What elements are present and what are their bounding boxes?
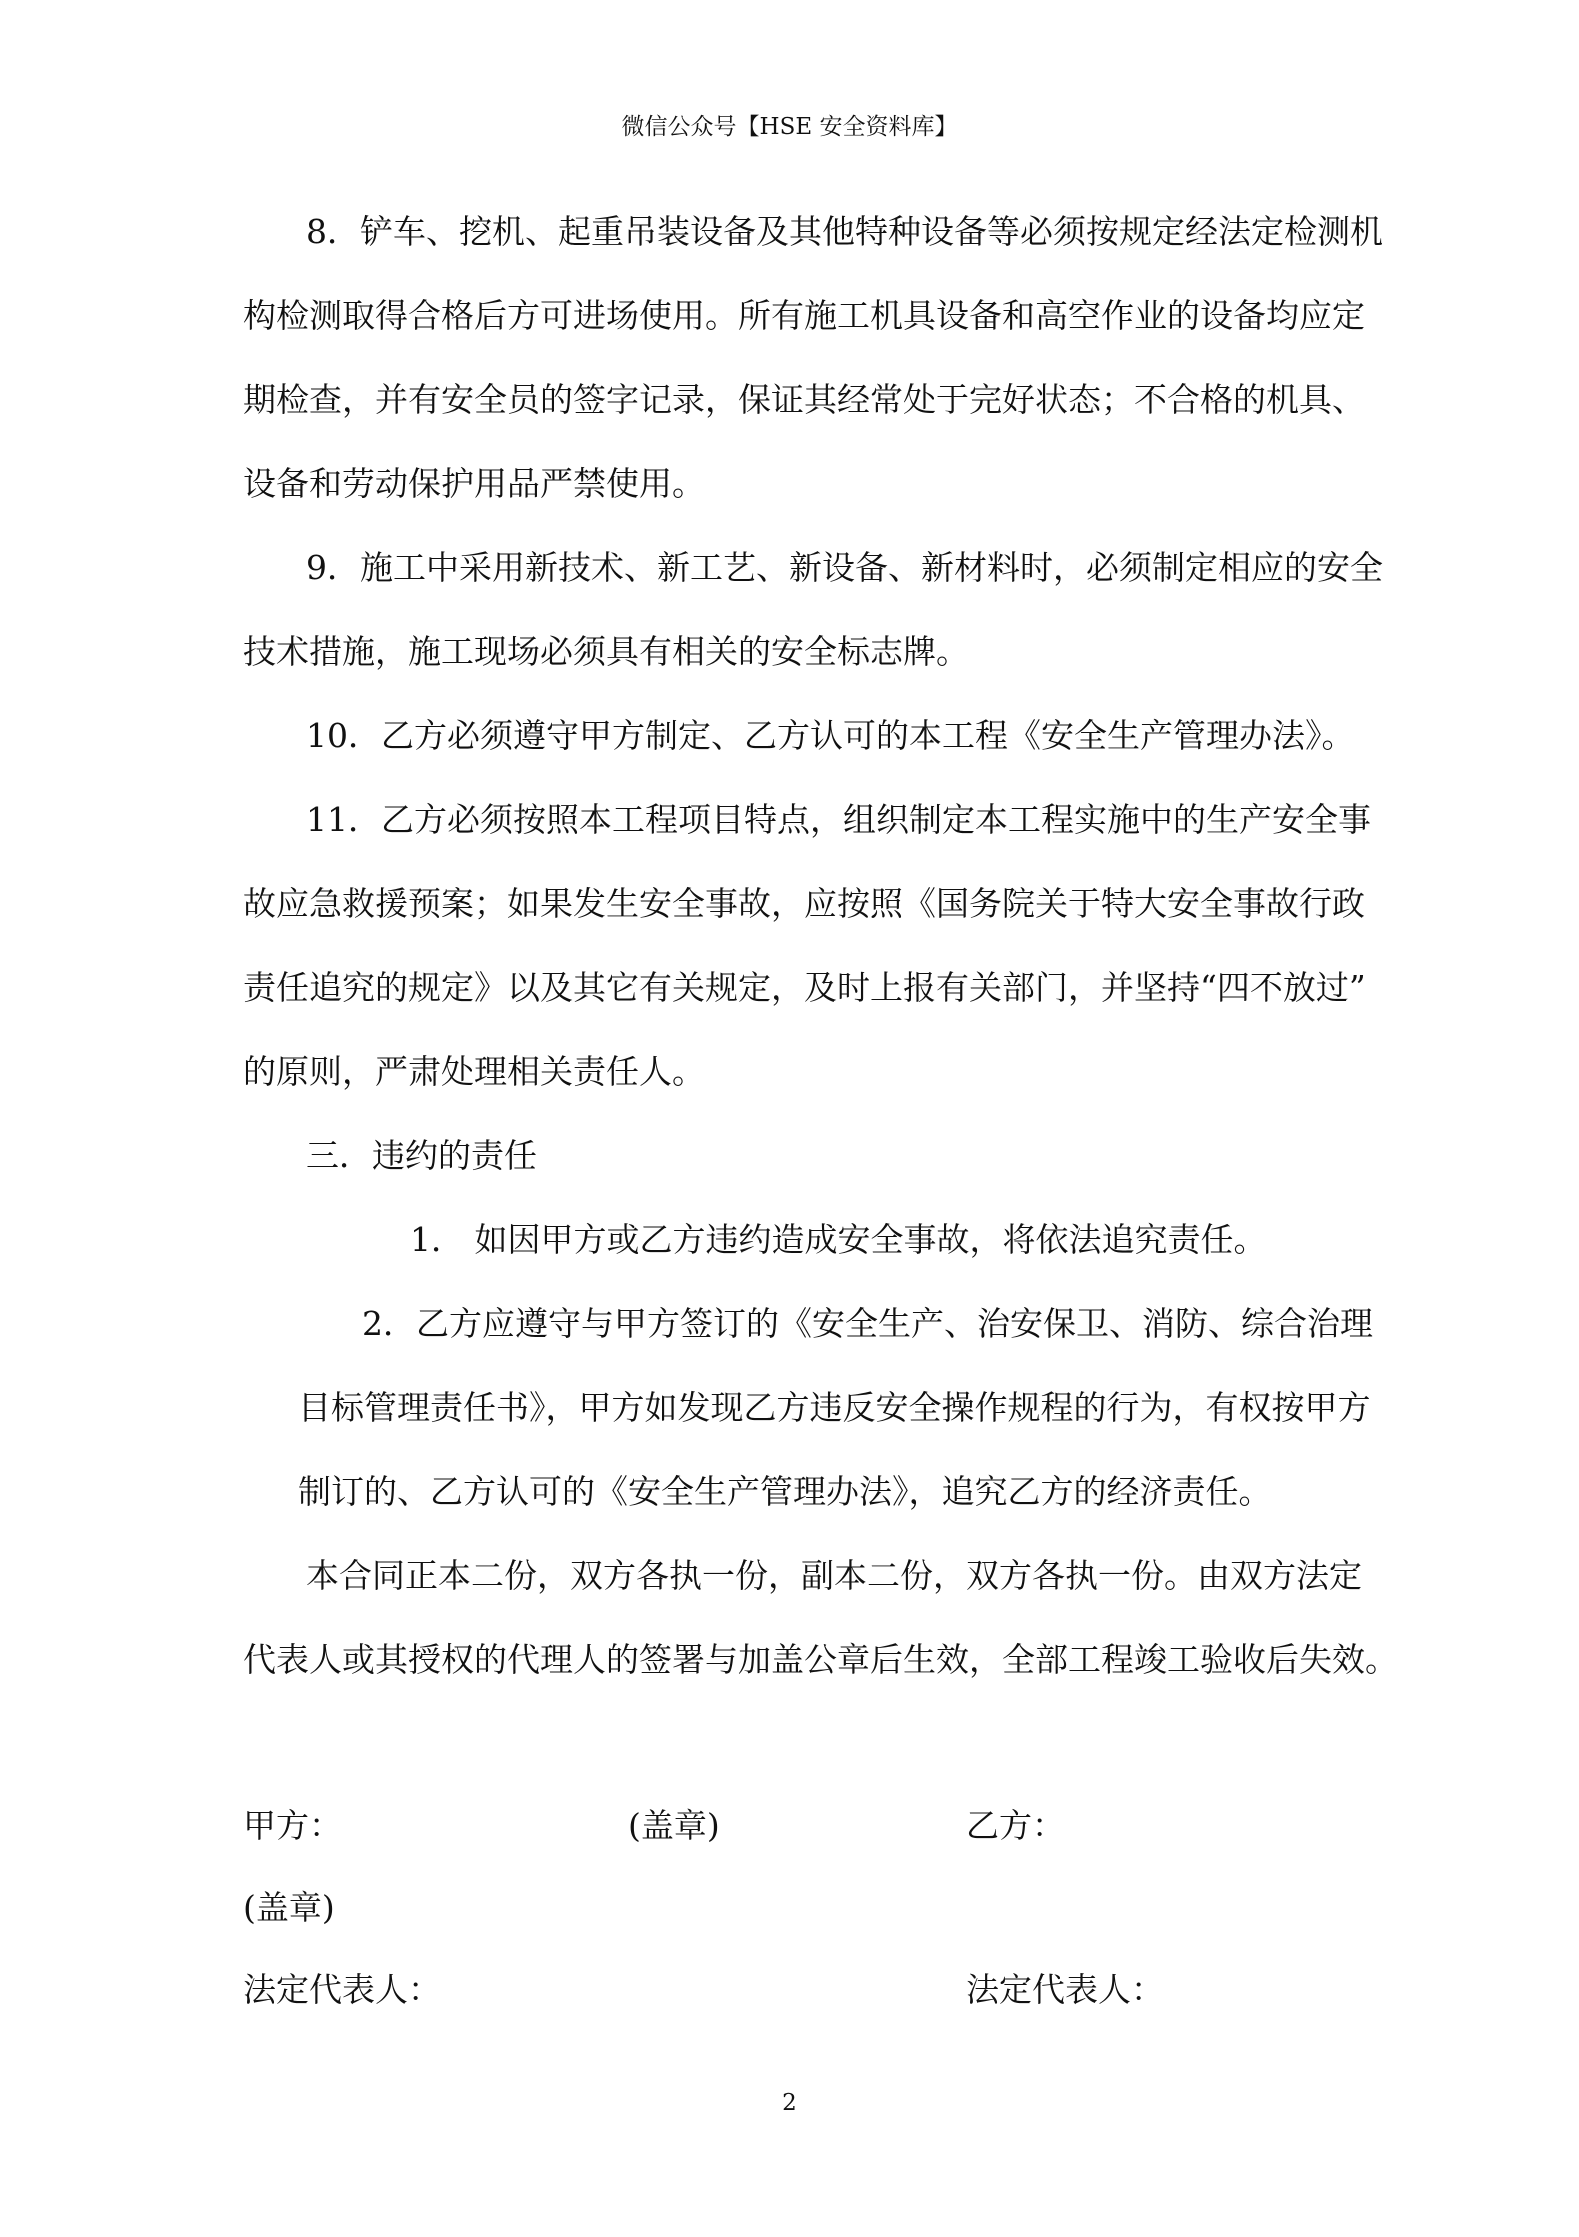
party-a-label: 甲方：: [243, 1806, 342, 1845]
page-header: 微信公众号【HSE 安全资料库】: [621, 114, 958, 140]
text-line: 构检测取得合格后方可进场使用。所有施工机具设备和高空作业的设备均应定: [243, 296, 1365, 335]
party-a-representative-label: 法定代表人：: [243, 1970, 441, 2009]
text-line: 8．铲车、挖机、起重吊装设备及其他特种设备等必须按规定经法定检测机: [306, 212, 1383, 251]
text-line: 期检查，并有安全员的签字记录，保证其经常处于完好状态；不合格的机具、: [243, 380, 1365, 419]
party-a-seal: (盖章): [628, 1806, 720, 1845]
text-line: 制订的、乙方认可的《安全生产管理办法》，追究乙方的经济责任。: [298, 1472, 1272, 1511]
text-line: 9．施工中采用新技术、新工艺、新设备、新材料时，必须制定相应的安全: [306, 548, 1383, 587]
text-line: 代表人或其授权的代理人的签署与加盖公章后生效，全部工程竣工验收后失效。: [243, 1640, 1398, 1679]
party-b-representative-label: 法定代表人：: [966, 1970, 1164, 2009]
party-b-label: 乙方：: [966, 1806, 1065, 1845]
text-line: 故应急救援预案；如果发生安全事故，应按照《国务院关于特大安全事故行政: [243, 884, 1365, 923]
text-line: 2．乙方应遵守与甲方签订的《安全生产、治安保卫、消防、综合治理: [362, 1304, 1373, 1343]
text-line: 10．乙方必须遵守甲方制定、乙方认可的本工程《安全生产管理办法》。: [306, 716, 1355, 755]
section-heading: 三．违约的责任: [306, 1136, 537, 1175]
party-b-seal: (盖章): [243, 1888, 335, 1927]
text-line: 责任追究的规定》以及其它有关规定，及时上报有关部门，并坚持“四不放过”: [243, 968, 1366, 1007]
text-line: 1． 如因甲方或乙方违约造成安全事故，将依法追究责任。: [410, 1220, 1267, 1259]
text-line: 目标管理责任书》，甲方如发现乙方违反安全操作规程的行为，有权按甲方: [298, 1388, 1371, 1427]
text-line: 的原则，严肃处理相关责任人。: [243, 1052, 705, 1091]
page-number: 2: [782, 2090, 797, 2116]
text-line: 本合同正本二份，双方各执一份，副本二份，双方各执一份。由双方法定: [306, 1556, 1362, 1595]
text-line: 技术措施，施工现场必须具有相关的安全标志牌。: [243, 632, 969, 671]
text-line: 11．乙方必须按照本工程项目特点，组织制定本工程实施中的生产安全事: [306, 800, 1371, 839]
text-line: 设备和劳动保护用品严禁使用。: [243, 464, 705, 503]
